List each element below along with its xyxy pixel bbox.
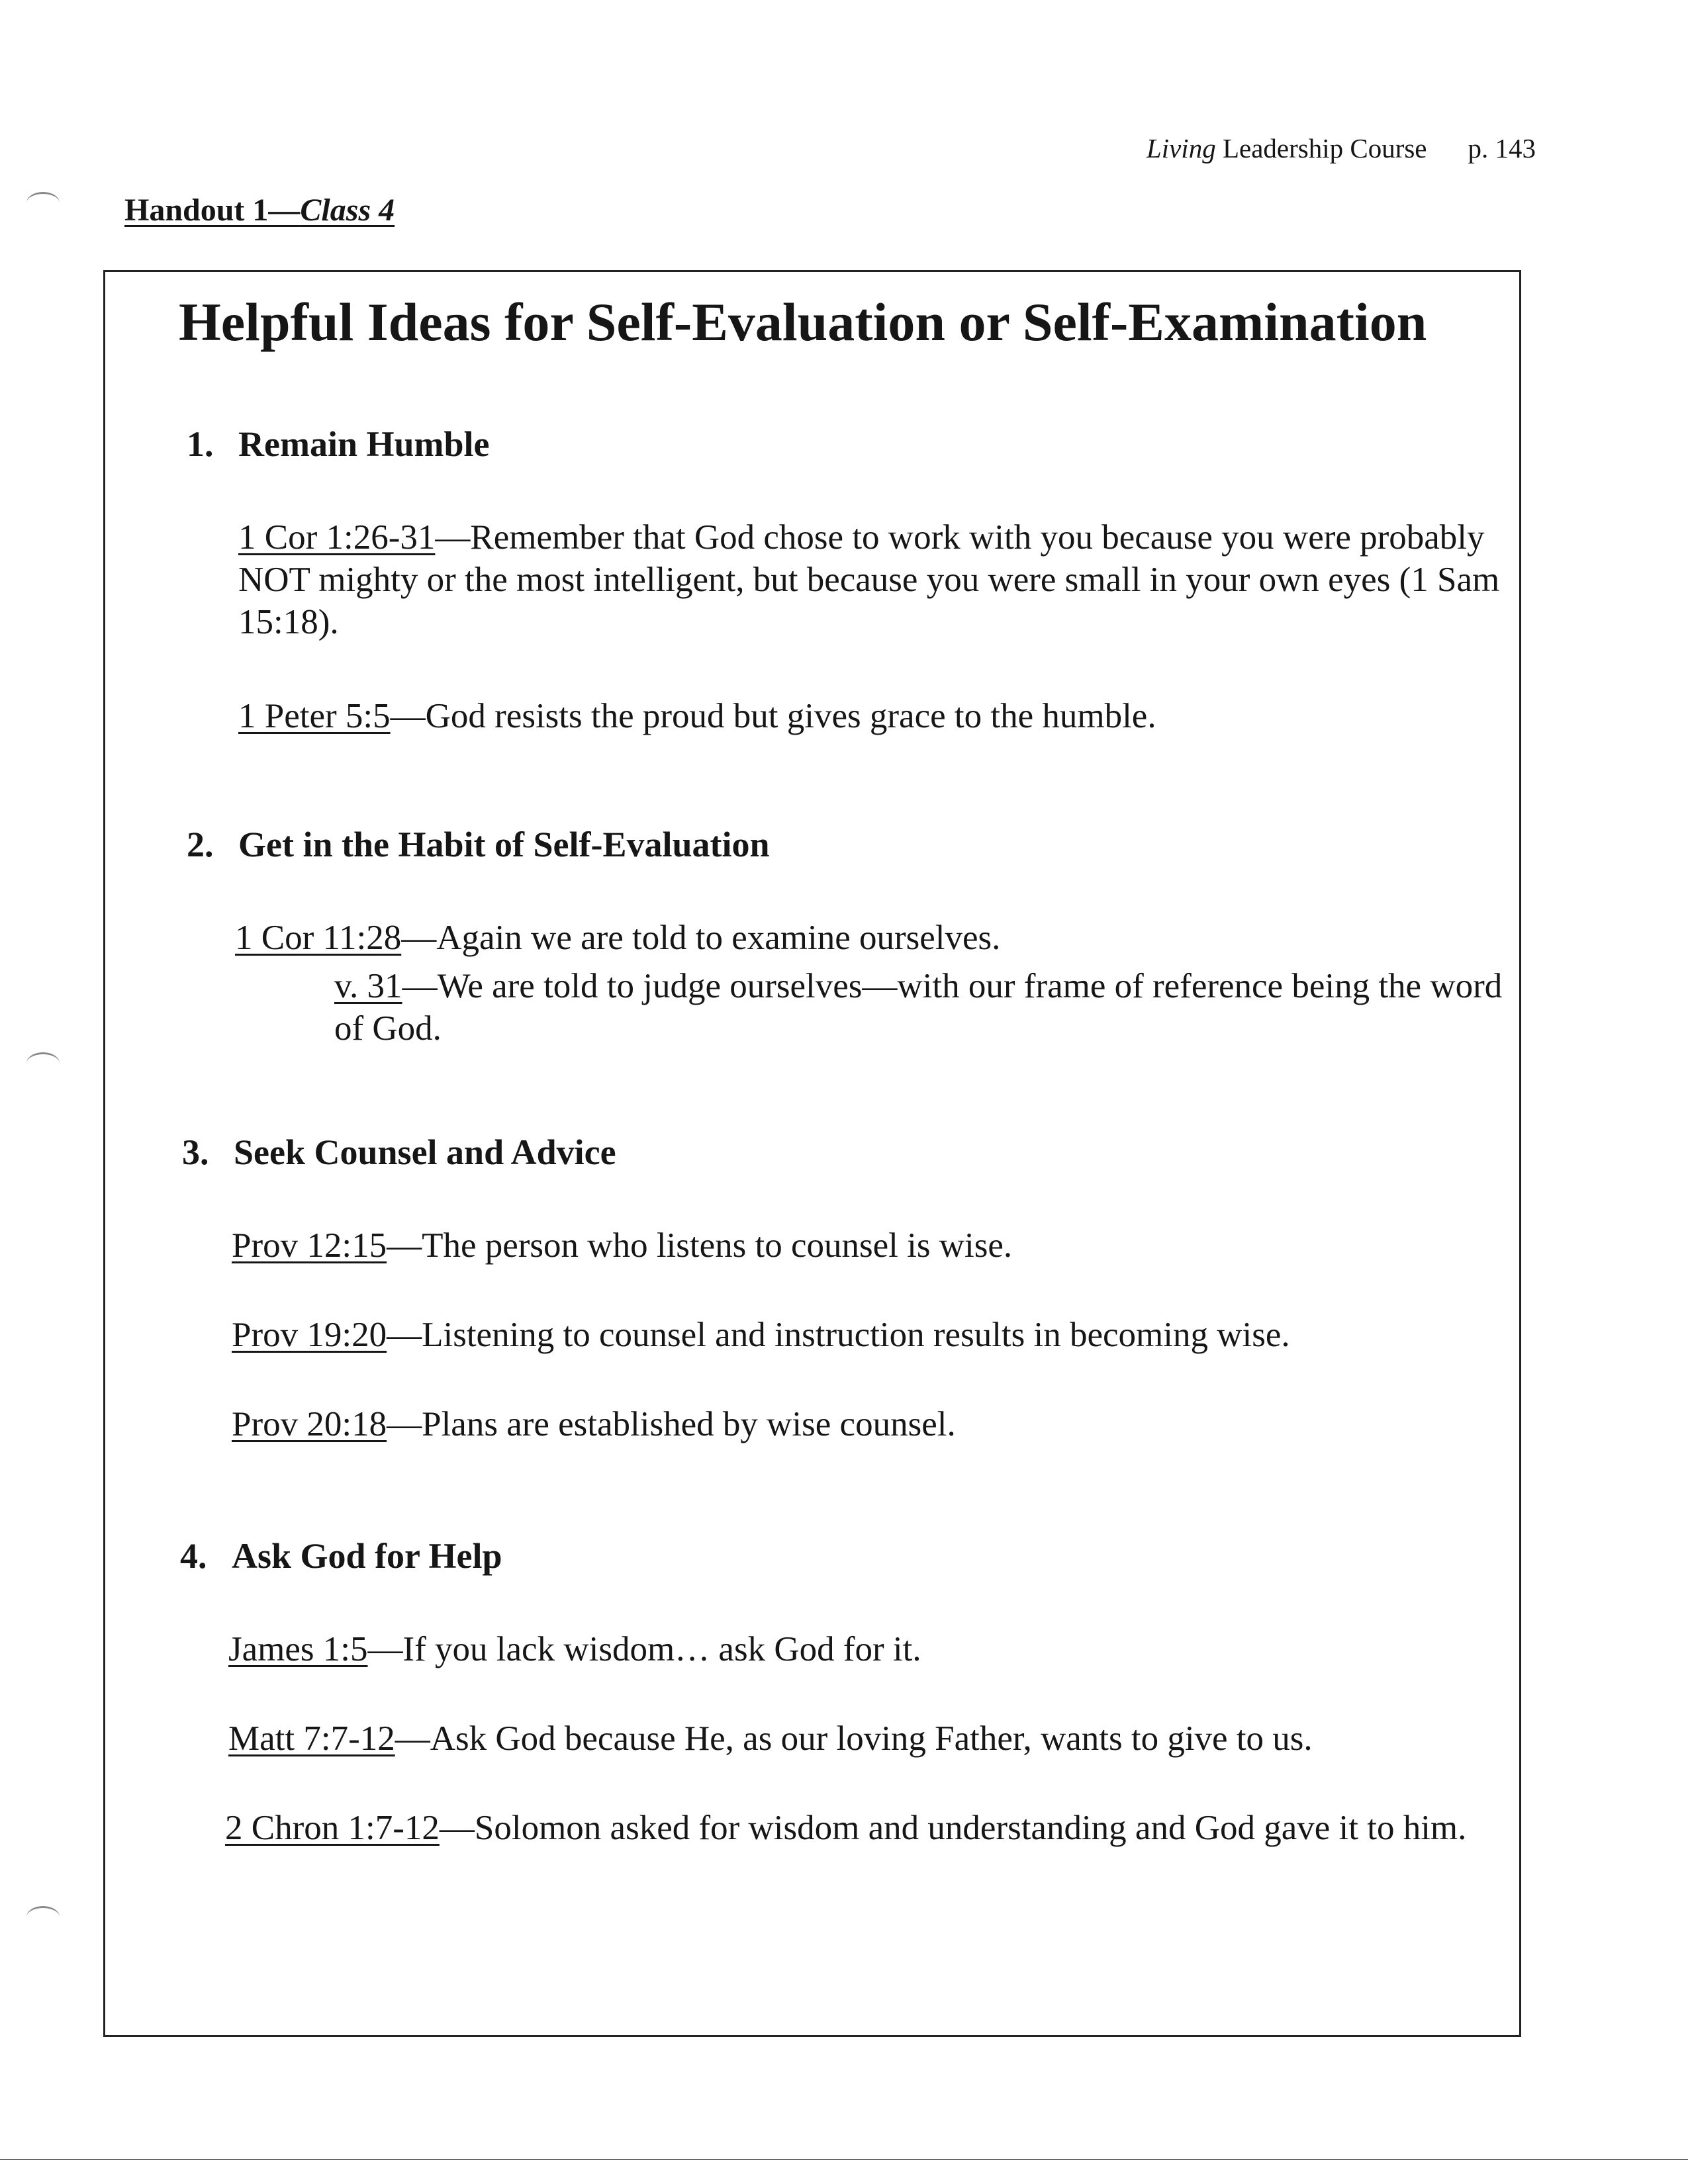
handout-class: Class 4	[300, 193, 395, 228]
section-heading	[180, 1535, 502, 1576]
binder-hole-mark	[26, 1906, 60, 1928]
scripture-entry	[334, 965, 1509, 1050]
scripture-reference: Prov 20:18	[232, 1405, 387, 1443]
binder-hole-mark	[26, 192, 60, 214]
scripture-reference: 1 Cor 11:28	[235, 919, 402, 957]
scripture-reference: 2 Chron 1:7-12	[225, 1809, 440, 1847]
section-title: Remain Humble	[238, 424, 490, 464]
scripture-reference: Prov 19:20	[232, 1316, 387, 1354]
scripture-reference: Matt 7:7-12	[228, 1719, 395, 1758]
scripture-reference: James 1:5	[228, 1630, 368, 1668]
section-title: Get in the Habit of Self-Evaluation	[238, 825, 770, 864]
scripture-note: —Again we are told to examine ourselves.	[401, 919, 1001, 957]
section-number: 1.	[187, 424, 214, 464]
scripture-note: —Solomon asked for wisdom and understanding and God gave it to him.	[439, 1809, 1467, 1847]
section-title: Seek Counsel and Advice	[234, 1132, 616, 1172]
scripture-entry	[228, 1628, 1499, 1670]
scripture-reference: 1 Peter 5:5	[238, 697, 391, 735]
section-heading	[182, 1132, 616, 1173]
page-title: Helpful Ideas for Self-Evaluation or Self-Examination	[179, 292, 1427, 352]
binder-hole-mark	[26, 1052, 60, 1074]
scripture-reference: v. 31	[334, 967, 402, 1005]
scripture-note: —Remember that God chose to work with you because you were probably NOT mighty or the most intelligent, but because you were small in your own eyes (1 Sam 15:18).	[238, 518, 1500, 641]
handout-label	[124, 192, 395, 228]
section-heading	[187, 424, 490, 465]
scripture-entry	[225, 1807, 1496, 1849]
section-heading	[187, 824, 770, 865]
scripture-note: —We are told to judge ourselves—with our frame of reference being the word of God.	[334, 967, 1503, 1048]
page-number: p. 143	[1468, 133, 1536, 163]
section-number: 3.	[182, 1132, 209, 1172]
scripture-note: —If you lack wisdom… ask God for it.	[367, 1630, 921, 1668]
scripture-note: —Plans are established by wise counsel.	[387, 1405, 956, 1443]
section-number: 2.	[187, 825, 214, 864]
scripture-entry	[238, 516, 1509, 643]
section-number: 4.	[180, 1536, 207, 1576]
scripture-reference: 1 Cor 1:26-31	[238, 518, 436, 557]
course-name	[1147, 133, 1427, 163]
scripture-note: —The person who listens to counsel is wise.	[387, 1226, 1013, 1265]
scripture-reference: Prov 12:15	[232, 1226, 387, 1265]
course-name-rest: Leadership Course	[1222, 133, 1427, 163]
scripture-entry	[235, 917, 1506, 959]
section-title: Ask God for Help	[232, 1536, 502, 1576]
scripture-note: —Ask God because He, as our loving Father, wants to give to us.	[395, 1719, 1313, 1758]
scripture-entry	[228, 1717, 1499, 1760]
scripture-entry	[238, 695, 1509, 737]
handout-prefix: Handout 1—	[124, 193, 301, 228]
scan-edge-line	[0, 2159, 1688, 2160]
scripture-note: —God resists the proud but gives grace to the humble.	[390, 697, 1156, 735]
scripture-entry	[232, 1224, 1503, 1267]
scripture-entry	[232, 1403, 1503, 1445]
course-name-italic: Living	[1146, 133, 1216, 163]
scripture-note: —Listening to counsel and instruction results in becoming wise.	[387, 1316, 1290, 1354]
scripture-entry	[232, 1314, 1503, 1356]
course-header	[1147, 132, 1536, 164]
